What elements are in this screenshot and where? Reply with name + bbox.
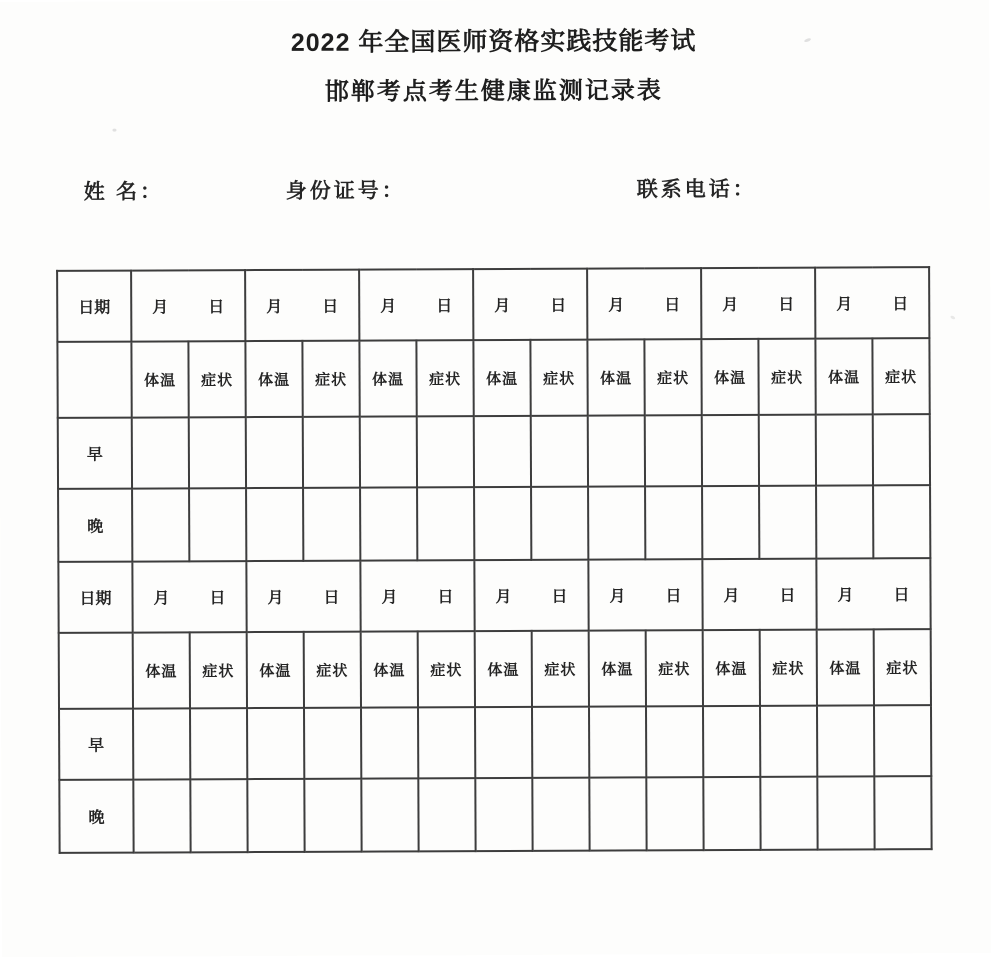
entry-cell (702, 415, 759, 486)
day-label: 日 (323, 589, 340, 607)
entry-cell (304, 779, 361, 852)
day-label: 日 (665, 588, 682, 606)
entry-cell (589, 706, 646, 777)
symptom-header-cell: 症状 (874, 629, 931, 705)
day-label: 日 (892, 296, 909, 314)
month-day-cell (360, 560, 474, 631)
month-day-wrap (702, 292, 814, 315)
entry-cell (190, 708, 247, 779)
entry-cell (360, 416, 417, 487)
month-day-cell (245, 270, 359, 341)
symptom-header-cell: 症状 (644, 339, 701, 415)
evening-row-header: 晚 (58, 489, 132, 562)
entry-cell (417, 487, 474, 560)
entry-cell (646, 706, 703, 777)
month-day-wrap (475, 584, 587, 607)
entry-cell (702, 486, 759, 559)
temperature-header-cell: 体温 (361, 631, 418, 707)
entry-cell (361, 707, 418, 778)
date-row (57, 267, 929, 342)
temperature-header-cell: 体温 (131, 341, 188, 417)
entry-cell (817, 705, 874, 776)
entry-cell (531, 487, 588, 560)
day-label: 日 (779, 587, 796, 605)
entry-cell (360, 487, 417, 560)
entry-cell (703, 777, 760, 850)
evening-row-header: 晚 (59, 780, 133, 853)
symptom-header-cell: 症状 (760, 630, 817, 706)
symptom-header-cell: 症状 (304, 632, 361, 708)
entry-cell (303, 417, 360, 488)
entry-cell (133, 708, 190, 779)
entry-cell (133, 779, 190, 852)
month-day-wrap (588, 292, 700, 315)
symptom-header-cell: 症状 (872, 338, 929, 414)
evening-row (59, 776, 931, 853)
month-day-wrap (474, 293, 586, 316)
entry-cell (246, 417, 303, 488)
temperature-header-cell: 体温 (133, 632, 190, 708)
entry-cell (190, 779, 247, 852)
symptom-header-cell: 症状 (530, 340, 587, 416)
measure-header-row (59, 629, 931, 709)
entry-cell (475, 707, 532, 778)
date-row-header: 日期 (57, 271, 131, 342)
date-row-header: 日期 (58, 562, 132, 633)
day-label: 日 (893, 587, 910, 605)
day-label: 日 (551, 588, 568, 606)
morning-row-header: 早 (58, 418, 132, 489)
month-label: 月 (723, 587, 740, 606)
entry-cell (873, 485, 930, 558)
month-day-wrap (817, 582, 929, 605)
entry-cell (189, 417, 246, 488)
scan-artifact (950, 315, 956, 320)
entry-cell (474, 416, 531, 487)
form-subtitle: 邯郸考点考生健康监测记录表 (324, 77, 663, 106)
month-day-cell (246, 561, 360, 632)
symptom-header-cell: 症状 (758, 339, 815, 415)
symptom-header-cell: 症状 (416, 340, 473, 416)
entry-cell (873, 414, 930, 485)
day-label: 日 (209, 590, 226, 608)
entry-cell (760, 706, 817, 777)
temperature-header-cell: 体温 (247, 632, 304, 708)
morning-row-header: 早 (59, 709, 133, 780)
month-label: 月 (609, 588, 626, 606)
morning-row (58, 414, 930, 489)
entry-cell (645, 486, 702, 559)
month-day-wrap (133, 585, 245, 608)
name-label: 姓 名： (83, 179, 165, 204)
entry-cell (874, 705, 931, 776)
entry-cell (474, 487, 531, 560)
month-day-cell (132, 561, 246, 632)
temperature-header-cell: 体温 (359, 340, 416, 416)
measure-header-row (57, 338, 929, 418)
entry-cell (588, 415, 645, 486)
month-day-cell (815, 267, 929, 338)
month-label: 月 (836, 296, 853, 314)
day-label: 日 (436, 298, 453, 316)
month-day-cell (587, 268, 701, 339)
entry-cell (759, 486, 816, 559)
day-label: 日 (208, 299, 225, 317)
day-label: 日 (437, 589, 454, 607)
month-day-wrap (246, 294, 358, 317)
entry-cell (475, 778, 532, 851)
temperature-header-cell: 体温 (473, 340, 530, 416)
month-day-wrap (361, 584, 473, 607)
id-number-label: 身份证号： (285, 178, 406, 203)
entry-cell (303, 488, 360, 561)
entry-cell (132, 488, 189, 561)
symptom-header-cell: 症状 (190, 632, 247, 708)
month-day-cell (816, 558, 930, 629)
phone-label: 联系电话： (636, 176, 757, 202)
temperature-header-cell: 体温 (703, 630, 760, 706)
entry-cell (589, 777, 646, 850)
day-label: 日 (550, 297, 567, 315)
entry-cell (418, 707, 475, 778)
month-day-cell (359, 269, 473, 340)
month-day-wrap (247, 585, 359, 608)
entry-cell (247, 708, 304, 779)
month-day-cell (131, 270, 245, 341)
entry-cell (189, 488, 246, 561)
month-label: 月 (495, 588, 512, 607)
day-label: 日 (322, 298, 339, 316)
month-label: 月 (380, 298, 397, 316)
month-day-cell (473, 269, 587, 340)
month-label: 月 (381, 589, 398, 607)
day-label: 日 (778, 296, 795, 314)
month-day-cell (588, 559, 702, 630)
entry-cell (817, 776, 874, 849)
entry-cell (132, 417, 189, 488)
evening-row (58, 485, 930, 562)
entry-cell (418, 778, 475, 851)
temperature-header-cell: 体温 (701, 339, 758, 415)
temperature-header-cell: 体温 (589, 630, 646, 706)
measure-header-empty-cell (57, 342, 131, 418)
entry-cell (246, 488, 303, 561)
entry-cell (759, 415, 816, 486)
entry-cell (247, 779, 304, 852)
month-label: 月 (152, 299, 169, 317)
form-title: 2022 年全国医师资格实践技能考试 (290, 27, 697, 57)
month-label: 月 (722, 296, 739, 315)
month-label: 月 (837, 587, 854, 605)
day-label: 日 (664, 297, 681, 315)
entry-cell (531, 416, 588, 487)
entry-cell (417, 416, 474, 487)
entry-cell (532, 707, 589, 778)
entry-cell (645, 415, 702, 486)
entry-cell (304, 708, 361, 779)
temperature-header-cell: 体温 (817, 629, 874, 705)
entry-cell (588, 486, 645, 559)
symptom-header-cell: 症状 (302, 341, 359, 417)
temperature-header-cell: 体温 (587, 339, 644, 415)
entry-cell (361, 778, 418, 851)
month-day-wrap (589, 583, 701, 606)
entry-cell (703, 706, 760, 777)
scan-artifact (112, 129, 116, 132)
symptom-header-cell: 症状 (532, 631, 589, 707)
date-row (58, 558, 930, 633)
health-monitoring-table (56, 266, 933, 854)
month-day-cell (701, 268, 815, 339)
measure-header-empty-cell (59, 633, 133, 709)
month-day-wrap (703, 583, 815, 606)
symptom-header-cell: 症状 (418, 631, 475, 707)
temperature-header-cell: 体温 (475, 631, 532, 707)
month-day-cell (474, 560, 588, 631)
entry-cell (874, 776, 931, 849)
entry-cell (646, 777, 703, 850)
entry-cell (760, 777, 817, 850)
month-day-wrap (360, 293, 472, 316)
entry-cell (532, 778, 589, 851)
month-label: 月 (266, 298, 283, 316)
temperature-header-cell: 体温 (815, 338, 872, 414)
month-day-cell (702, 559, 816, 630)
month-label: 月 (153, 590, 170, 608)
symptom-header-cell: 症状 (188, 341, 245, 417)
month-label: 月 (267, 589, 284, 607)
month-label: 月 (608, 297, 625, 315)
temperature-header-cell: 体温 (245, 341, 302, 417)
morning-row (59, 705, 931, 780)
symptom-header-cell: 症状 (646, 630, 703, 706)
month-day-wrap (816, 291, 928, 314)
month-day-wrap (132, 294, 244, 317)
entry-cell (816, 414, 873, 485)
entry-cell (816, 485, 873, 558)
month-label: 月 (494, 297, 511, 316)
